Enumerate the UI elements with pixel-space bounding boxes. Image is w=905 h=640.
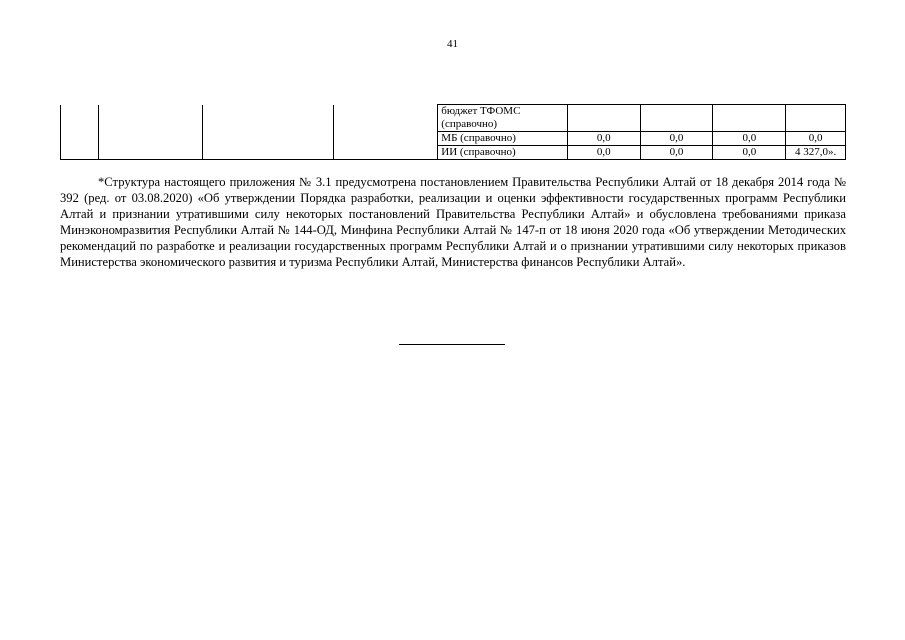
table-cell-empty — [202, 105, 334, 132]
table-row — [61, 105, 846, 132]
table-cell-empty — [99, 105, 202, 132]
value-cell: 0,0 — [786, 132, 846, 146]
separator-line — [399, 344, 505, 345]
table-cell-empty — [334, 105, 438, 132]
funding-source-cell: МБ (справочно) — [438, 132, 567, 146]
value-cell: 0,0 — [713, 132, 786, 146]
table-cell-empty — [334, 146, 438, 160]
value-cell — [640, 105, 713, 132]
budget-table — [60, 104, 846, 160]
value-cell: 0,0 — [567, 146, 640, 160]
value-cell: 4 327,0». — [786, 146, 846, 160]
footnote-paragraph: *Структура настоящего приложения № 3.1 предусмотрена постановлением Правительства Республики Алтай от 18 декабря 2014 года № 392 (ред. от 03.08.2020) «Об утверждении Порядка разработки, реализации и оценки эффективности государственных программ Республики Алтай и признании утратившими силу некоторых постановлений Правительства Республики Алтай» и обусловлена требованиями приказа Минэкономразвития Республики Алтай № 144-ОД, Минфина Республики Алтай № 147-п от 18 июня 2020 года «Об утверждении Методических рекомендаций по разработке и реализации государственных программ Республики Алтай и о признании утратившими силу некоторых приказов Министерства экономического развития и туризма Республики Алтай, Министерства финансов Республики Алтай». — [60, 175, 846, 269]
value-cell — [786, 105, 846, 132]
funding-source-cell: ИИ (справочно) — [438, 146, 567, 160]
value-cell — [567, 105, 640, 132]
value-cell: 0,0 — [567, 132, 640, 146]
table-cell-empty — [61, 132, 99, 146]
value-cell: 0,0 — [640, 146, 713, 160]
funding-source-cell: бюджет ТФОМС (справочно) — [438, 105, 567, 132]
table-cell-empty — [99, 132, 202, 146]
value-cell: 0,0 — [640, 132, 713, 146]
table-cell-empty — [99, 146, 202, 160]
value-cell — [713, 105, 786, 132]
page-number: 41 — [447, 38, 458, 50]
table-cell-empty — [202, 146, 334, 160]
table-cell-empty — [202, 132, 334, 146]
table-row — [61, 146, 846, 160]
table-cell-empty — [61, 146, 99, 160]
value-cell: 0,0 — [713, 146, 786, 160]
table-cell-empty — [61, 105, 99, 132]
table-row — [61, 132, 846, 146]
table-cell-empty — [334, 132, 438, 146]
